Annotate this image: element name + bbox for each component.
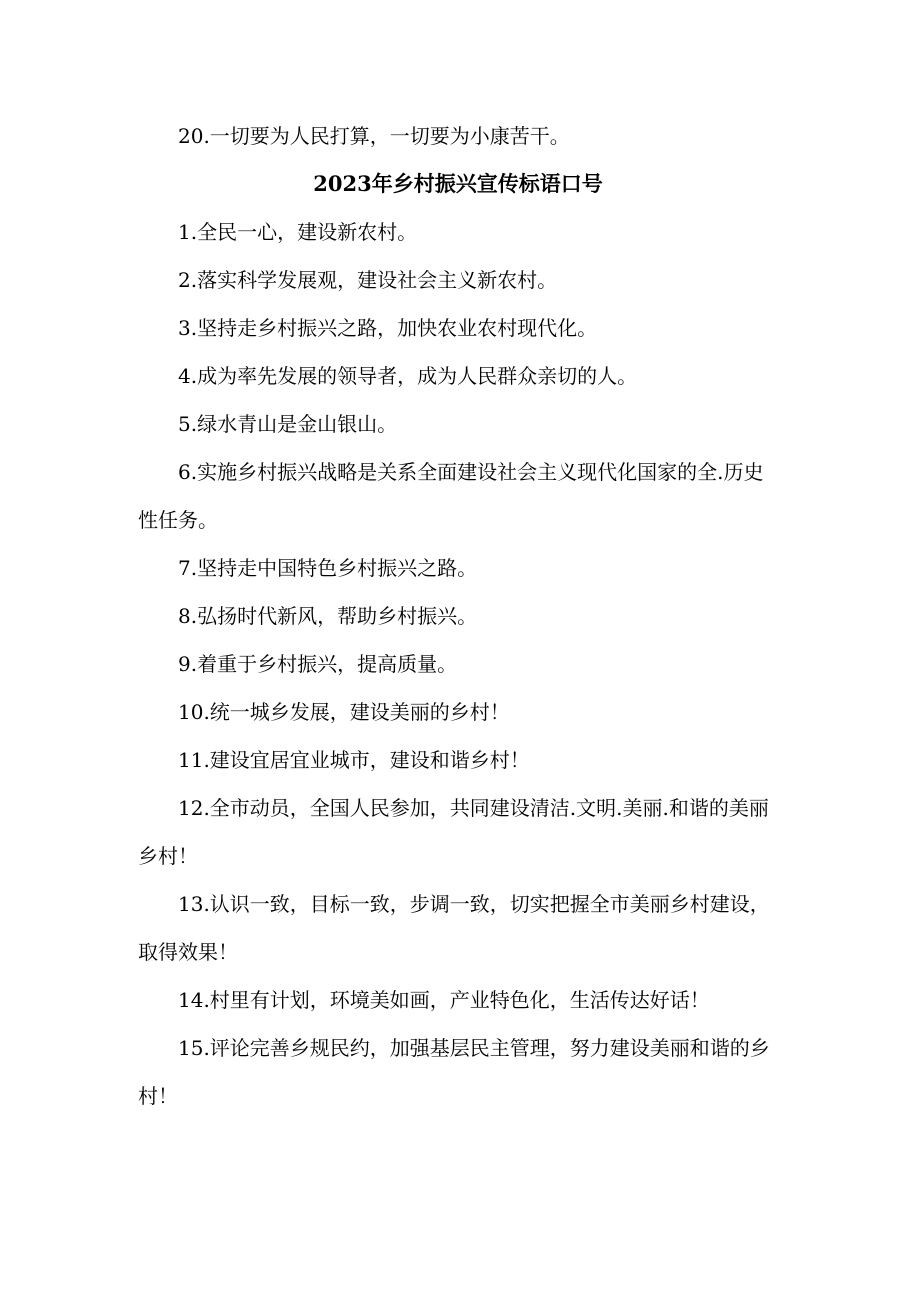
page-title: 2023年乡村振兴宣传标语口号	[313, 171, 603, 196]
list-item-7: 7.坚持走中国特色乡村振兴之路。	[178, 556, 478, 580]
intro-line: 20.一切要为人民打算，一切要为小康苦干。	[178, 124, 570, 148]
list-item-8: 8.弘扬时代新风，帮助乡村振兴。	[178, 604, 478, 628]
list-item-15: 15.评论完善乡规民约，加强基层民主管理，努力建设美丽和谐的乡村！	[138, 1036, 770, 1108]
list-item-2: 2.落实科学发展观，建设社会主义新农村。	[178, 268, 558, 292]
list-item-10: 10.统一城乡发展，建设美丽的乡村！	[178, 700, 510, 724]
list-item-6: 6.实施乡村振兴战略是关系全面建设社会主义现代化国家的全.历史性任务。	[138, 460, 764, 532]
list-item-12: 12.全市动员，全国人民参加，共同建设清洁.文明.美丽.和谐的美丽乡村！	[138, 796, 769, 868]
list-item-11: 11.建设宜居宜业城市，建设和谐乡村！	[178, 748, 530, 772]
list-item-9: 9.着重于乡村振兴，提高质量。	[178, 652, 458, 676]
list-item-13: 13.认识一致，目标一致，步调一致，切实把握全市美丽乡村建设，取得效果！	[138, 892, 770, 964]
list-item-4: 4.成为率先发展的领导者，成为人民群众亲切的人。	[178, 364, 638, 388]
list-item-14: 14.村里有计划，环境美如画，产业特色化，生活传达好话！	[178, 988, 710, 1012]
list-item-5: 5.绿水青山是金山银山。	[178, 412, 398, 436]
list-item-3: 3.坚持走乡村振兴之路，加快农业农村现代化。	[178, 316, 598, 340]
list-item-1: 1.全民一心，建设新农村。	[178, 220, 418, 244]
